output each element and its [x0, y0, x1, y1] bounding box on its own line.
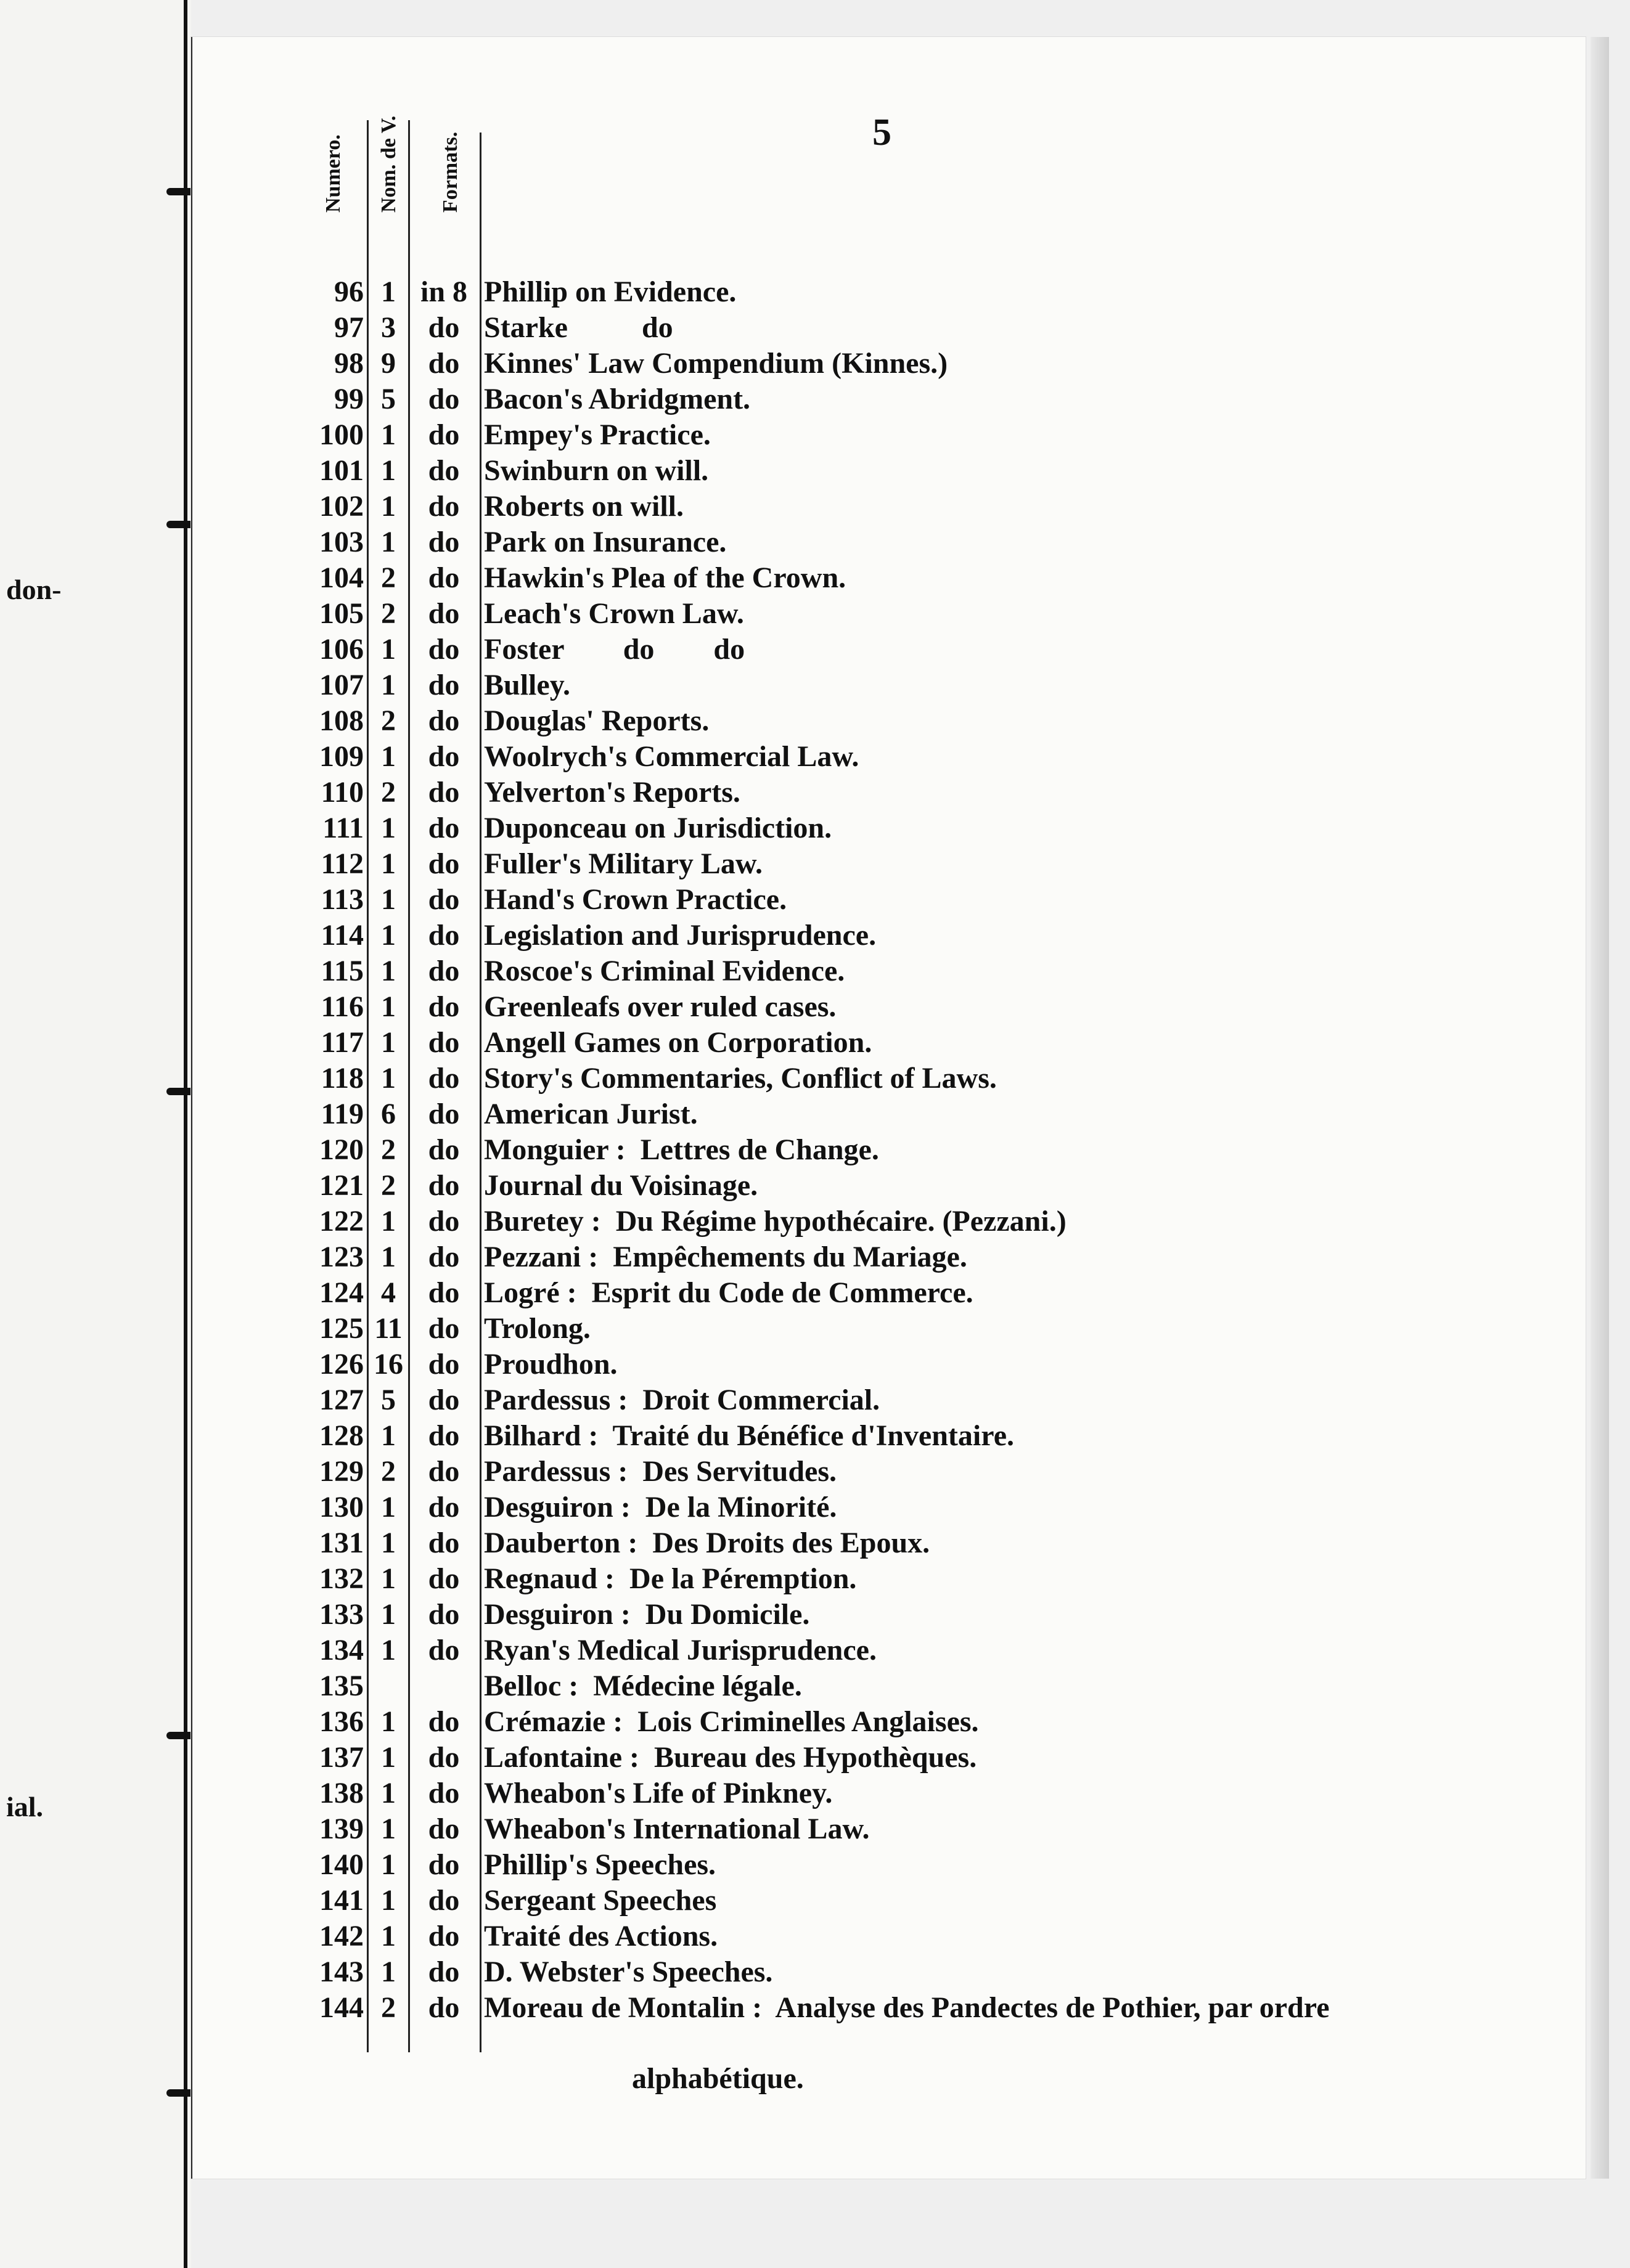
- entry-format: do: [428, 1991, 460, 2024]
- entry-volumes: 1: [381, 883, 396, 916]
- entry-title-continuation: alphabétique.: [632, 2062, 804, 2095]
- entry-format: do: [428, 740, 460, 773]
- catalogue-row: [0, 1132, 1630, 1167]
- entry-number: 126: [319, 1348, 364, 1381]
- entry-number: 140: [319, 1848, 364, 1881]
- entry-volumes: 1: [381, 275, 396, 308]
- entry-title: Kinnes' Law Compendium (Kinnes.): [484, 347, 948, 380]
- entry-title: Dauberton : Des Droits des Epoux.: [484, 1527, 930, 1559]
- entry-number: 143: [319, 1956, 364, 1988]
- entry-format: do: [428, 1920, 460, 1952]
- entry-volumes: 2: [381, 1169, 396, 1202]
- entry-title: Moreau de Montalin : Analyse des Pandectes de Pothier, par ordre: [484, 1991, 1330, 2024]
- catalogue-row: [0, 560, 1630, 595]
- entry-number: 108: [319, 704, 364, 737]
- entry-format: do: [428, 1455, 460, 1488]
- entry-format: do: [428, 1705, 460, 1738]
- entry-format: do: [428, 1241, 460, 1273]
- entry-format: do: [428, 1813, 460, 1845]
- entry-number: 110: [321, 776, 364, 809]
- entry-format: do: [428, 1419, 460, 1452]
- entry-number: 144: [319, 1991, 364, 2024]
- entry-volumes: 1: [381, 1562, 396, 1595]
- entry-format: do: [428, 1884, 460, 1917]
- entry-volumes: 2: [381, 704, 396, 737]
- entry-volumes: 2: [381, 597, 396, 630]
- entry-format: do: [428, 955, 460, 987]
- entry-number: 128: [319, 1419, 364, 1452]
- entry-volumes: 1: [381, 812, 396, 844]
- entry-title: Douglas' Reports.: [484, 704, 710, 737]
- catalogue-row: [0, 1776, 1630, 1811]
- entry-number: 115: [321, 955, 364, 987]
- entry-title: Ryan's Medical Jurisprudence.: [484, 1634, 877, 1666]
- catalogue-row: [0, 1025, 1630, 1060]
- entry-volumes: 1: [381, 1634, 396, 1666]
- catalogue-row: [0, 1418, 1630, 1453]
- catalogue-row: [0, 1168, 1630, 1203]
- entry-volumes: 1: [381, 669, 396, 701]
- entry-number: 105: [319, 597, 364, 630]
- entry-number: 106: [319, 633, 364, 666]
- entry-format: do: [428, 1562, 460, 1595]
- entry-format: do: [428, 418, 460, 451]
- entry-number: 137: [319, 1741, 364, 1774]
- catalogue-row: [0, 1704, 1630, 1739]
- entry-number: 130: [319, 1491, 364, 1524]
- entry-format: do: [428, 919, 460, 952]
- entry-title: Woolrych's Commercial Law.: [484, 740, 859, 773]
- catalogue-row: [0, 1311, 1630, 1346]
- catalogue-row: [0, 1061, 1630, 1096]
- entry-volumes: 1: [381, 1598, 396, 1631]
- catalogue-row: [0, 1919, 1630, 1954]
- entry-title: Bulley.: [484, 669, 571, 701]
- catalogue-row: [0, 739, 1630, 774]
- entry-format: do: [428, 1491, 460, 1524]
- entry-format: do: [428, 526, 460, 558]
- entry-format: do: [428, 990, 460, 1023]
- entry-number: 123: [319, 1241, 364, 1273]
- entry-volumes: 1: [381, 955, 396, 987]
- entry-volumes: 1: [381, 418, 396, 451]
- entry-title: Legislation and Jurisprudence.: [484, 919, 877, 952]
- catalogue-row: [0, 417, 1630, 452]
- entry-title: Crémazie : Lois Criminelles Anglaises.: [484, 1705, 979, 1738]
- catalogue-row: [0, 810, 1630, 846]
- entry-title: Regnaud : De la Péremption.: [484, 1562, 857, 1595]
- entry-volumes: 1: [381, 490, 396, 523]
- entry-title: Pezzani : Empêchements du Mariage.: [484, 1241, 967, 1273]
- entry-number: 101: [319, 454, 364, 487]
- entry-number: 129: [319, 1455, 364, 1488]
- entry-title: Greenleafs over ruled cases.: [484, 990, 837, 1023]
- catalogue-row: [0, 489, 1630, 524]
- entry-volumes: 1: [381, 633, 396, 666]
- previous-page-fragment: don-: [6, 574, 62, 605]
- entry-title: Starke do: [484, 311, 673, 344]
- entry-volumes: 1: [381, 1705, 396, 1738]
- entry-number: 117: [321, 1026, 364, 1059]
- catalogue-row: [0, 703, 1630, 738]
- entry-format: in 8: [420, 275, 468, 308]
- entry-volumes: 2: [381, 1991, 396, 2024]
- entry-volumes: 2: [381, 561, 396, 594]
- entry-title: Empey's Practice.: [484, 418, 711, 451]
- entry-volumes: 16: [374, 1348, 403, 1381]
- catalogue-row: [0, 1490, 1630, 1525]
- entry-title: Roberts on will.: [484, 490, 684, 523]
- entry-title: Buretey : Du Régime hypothécaire. (Pezzani.): [484, 1205, 1067, 1238]
- entry-number: 120: [319, 1133, 364, 1166]
- entry-title: Bilhard : Traité du Bénéfice d'Inventaire.: [484, 1419, 1014, 1452]
- entry-title: Angell Games on Corporation.: [484, 1026, 872, 1059]
- entry-format: do: [428, 1026, 460, 1059]
- catalogue-row: [0, 882, 1630, 917]
- entry-title: Wheabon's International Law.: [484, 1813, 870, 1845]
- catalogue-row: [0, 1740, 1630, 1775]
- catalogue-row: [0, 632, 1630, 667]
- entry-format: do: [428, 347, 460, 380]
- entry-number: 119: [321, 1098, 364, 1130]
- entry-format: do: [428, 1205, 460, 1238]
- entry-volumes: 1: [381, 1026, 396, 1059]
- entry-volumes: 1: [381, 1062, 396, 1095]
- entry-title: Proudhon.: [484, 1348, 618, 1381]
- entry-format: do: [428, 1384, 460, 1416]
- entry-volumes: 4: [381, 1276, 396, 1309]
- entry-title: Logré : Esprit du Code de Commerce.: [484, 1276, 973, 1309]
- entry-volumes: 1: [381, 1848, 396, 1881]
- entry-title: Park on Insurance.: [484, 526, 727, 558]
- entry-volumes: 1: [381, 1241, 396, 1273]
- header-formats: Formats.: [439, 131, 462, 213]
- entry-volumes: 2: [381, 776, 396, 809]
- entry-volumes: 11: [374, 1312, 403, 1345]
- entry-number: 142: [319, 1920, 364, 1952]
- entry-volumes: 1: [381, 1920, 396, 1952]
- entry-title: Roscoe's Criminal Evidence.: [484, 955, 845, 987]
- catalogue-row: [0, 1454, 1630, 1489]
- entry-volumes: 2: [381, 1133, 396, 1166]
- catalogue-row: [0, 1204, 1630, 1239]
- catalogue-row: [0, 1633, 1630, 1668]
- catalogue-row: [0, 1561, 1630, 1596]
- entry-number: 114: [321, 919, 364, 952]
- entry-number: 116: [321, 990, 364, 1023]
- catalogue-row: [0, 346, 1630, 381]
- catalogue-row: [0, 918, 1630, 953]
- entry-title: Fuller's Military Law.: [484, 847, 763, 880]
- entry-number: 134: [319, 1634, 364, 1666]
- entry-title: Duponceau on Jurisdiction.: [484, 812, 832, 844]
- catalogue-row: [0, 1275, 1630, 1310]
- entry-format: do: [428, 561, 460, 594]
- catalogue-row: [0, 1811, 1630, 1846]
- entry-volumes: 1: [381, 1205, 396, 1238]
- entry-format: do: [428, 1634, 460, 1666]
- entry-number: 124: [319, 1276, 364, 1309]
- catalogue-row: [0, 1096, 1630, 1132]
- entry-format: do: [428, 454, 460, 487]
- entry-format: do: [428, 1133, 460, 1166]
- entry-title: Sergeant Speeches: [484, 1884, 717, 1917]
- catalogue-row: [0, 667, 1630, 703]
- entry-number: 109: [319, 740, 364, 773]
- entry-title: D. Webster's Speeches.: [484, 1956, 773, 1988]
- catalogue-row: [0, 310, 1630, 345]
- entry-number: 127: [319, 1384, 364, 1416]
- catalogue-row: [0, 1597, 1630, 1632]
- entry-volumes: 5: [381, 383, 396, 415]
- entry-number: 113: [321, 883, 364, 916]
- entry-format: do: [428, 776, 460, 809]
- entry-format: do: [428, 1527, 460, 1559]
- entry-format: do: [428, 1062, 460, 1095]
- entry-number: 112: [321, 847, 364, 880]
- entry-format: do: [428, 1169, 460, 1202]
- entry-format: do: [428, 383, 460, 415]
- catalogue-row: [0, 953, 1630, 989]
- entry-volumes: 2: [381, 1455, 396, 1488]
- catalogue-row: [0, 989, 1630, 1024]
- entry-title: Traité des Actions.: [484, 1920, 718, 1952]
- entry-format: do: [428, 1348, 460, 1381]
- entry-format: do: [428, 812, 460, 844]
- header-volumes: Nom. de V.: [377, 115, 400, 213]
- entry-number: 104: [319, 561, 364, 594]
- catalogue-row: [0, 1847, 1630, 1882]
- entry-title: Leach's Crown Law.: [484, 597, 744, 630]
- entry-number: 99: [334, 383, 364, 415]
- entry-volumes: 1: [381, 1956, 396, 1988]
- entry-format: do: [428, 883, 460, 916]
- entry-number: 125: [319, 1312, 364, 1345]
- catalogue-row: [0, 1883, 1630, 1918]
- catalogue-row: [0, 381, 1630, 417]
- entry-number: 96: [334, 275, 364, 308]
- entry-title: Hand's Crown Practice.: [484, 883, 787, 916]
- entry-title: Journal du Voisinage.: [484, 1169, 758, 1202]
- entry-format: do: [428, 1741, 460, 1774]
- entry-volumes: 6: [381, 1098, 396, 1130]
- entry-number: 107: [319, 669, 364, 701]
- entry-title: Swinburn on will.: [484, 454, 709, 487]
- entry-volumes: 5: [381, 1384, 396, 1416]
- entry-format: do: [428, 1598, 460, 1631]
- entry-title: Foster do do: [484, 633, 745, 666]
- entry-number: 122: [319, 1205, 364, 1238]
- entry-format: do: [428, 597, 460, 630]
- entry-title: Pardessus : Droit Commercial.: [484, 1384, 880, 1416]
- catalogue-row: [0, 274, 1630, 309]
- entry-volumes: 1: [381, 740, 396, 773]
- entry-number: 100: [319, 418, 364, 451]
- entry-title: Belloc : Médecine légale.: [484, 1670, 802, 1702]
- catalogue-row: [0, 1525, 1630, 1560]
- entry-number: 102: [319, 490, 364, 523]
- entry-title: Phillip on Evidence.: [484, 275, 737, 308]
- entry-format: do: [428, 1777, 460, 1809]
- entry-volumes: 1: [381, 1813, 396, 1845]
- entry-volumes: 1: [381, 1884, 396, 1917]
- catalogue-row: [0, 1668, 1630, 1703]
- entry-volumes: 3: [381, 311, 396, 344]
- entry-number: 139: [319, 1813, 364, 1845]
- entry-volumes: 1: [381, 1777, 396, 1809]
- previous-page-fragment: ial.: [6, 1791, 44, 1822]
- entry-title: Monguier : Lettres de Change.: [484, 1133, 879, 1166]
- entry-number: 118: [321, 1062, 364, 1095]
- entry-title: Desguiron : De la Minorité.: [484, 1491, 837, 1524]
- entry-title: Lafontaine : Bureau des Hypothèques.: [484, 1741, 977, 1774]
- entry-number: 111: [322, 812, 364, 844]
- entry-title: Bacon's Abridgment.: [484, 383, 751, 415]
- catalogue-row: [0, 524, 1630, 560]
- catalogue-row: [0, 846, 1630, 881]
- entry-format: do: [428, 311, 460, 344]
- entry-volumes: 1: [381, 1527, 396, 1559]
- entry-number: 103: [319, 526, 364, 558]
- entry-title: Trolong.: [484, 1312, 591, 1345]
- entry-volumes: 1: [381, 526, 396, 558]
- page-number: 5: [872, 112, 891, 153]
- entry-number: 136: [319, 1705, 364, 1738]
- entry-volumes: 1: [381, 919, 396, 952]
- entry-volumes: 1: [381, 847, 396, 880]
- entry-title: American Jurist.: [484, 1098, 698, 1130]
- entry-format: do: [428, 704, 460, 737]
- catalogue-row: [0, 775, 1630, 810]
- entry-number: 131: [319, 1527, 364, 1559]
- entry-volumes: 1: [381, 1491, 396, 1524]
- entry-format: do: [428, 490, 460, 523]
- entry-title: Wheabon's Life of Pinkney.: [484, 1777, 833, 1809]
- catalogue-row: [0, 1239, 1630, 1275]
- entry-volumes: 9: [381, 347, 396, 380]
- entry-title: Desguiron : Du Domicile.: [484, 1598, 810, 1631]
- entry-number: 132: [319, 1562, 364, 1595]
- entry-format: do: [428, 669, 460, 701]
- entry-number: 135: [319, 1670, 364, 1702]
- entry-volumes: 1: [381, 990, 396, 1023]
- catalogue-row: [0, 1990, 1630, 2025]
- entry-format: do: [428, 1312, 460, 1345]
- entry-number: 133: [319, 1598, 364, 1631]
- entry-title: Pardessus : Des Servitudes.: [484, 1455, 837, 1488]
- catalogue-row: [0, 1954, 1630, 1989]
- catalogue-row: [0, 1382, 1630, 1418]
- entry-format: do: [428, 1098, 460, 1130]
- entry-number: 138: [319, 1777, 364, 1809]
- entry-number: 121: [319, 1169, 364, 1202]
- entry-format: do: [428, 847, 460, 880]
- entry-format: do: [428, 1276, 460, 1309]
- catalogue-row: [0, 453, 1630, 488]
- entry-format: do: [428, 1956, 460, 1988]
- entry-title: Story's Commentaries, Conflict of Laws.: [484, 1062, 997, 1095]
- entry-number: 98: [334, 347, 364, 380]
- catalogue-row: [0, 596, 1630, 631]
- entry-format: do: [428, 633, 460, 666]
- catalogue-row: [0, 1347, 1630, 1382]
- header-numero: Numero.: [322, 134, 345, 213]
- entry-volumes: 1: [381, 1419, 396, 1452]
- entry-volumes: 1: [381, 1741, 396, 1774]
- entry-volumes: 1: [381, 454, 396, 487]
- entry-title: Yelverton's Reports.: [484, 776, 740, 809]
- entry-format: do: [428, 1848, 460, 1881]
- entry-number: 97: [334, 311, 364, 344]
- entry-title: Hawkin's Plea of the Crown.: [484, 561, 846, 594]
- entry-number: 141: [319, 1884, 364, 1917]
- entry-title: Phillip's Speeches.: [484, 1848, 716, 1881]
